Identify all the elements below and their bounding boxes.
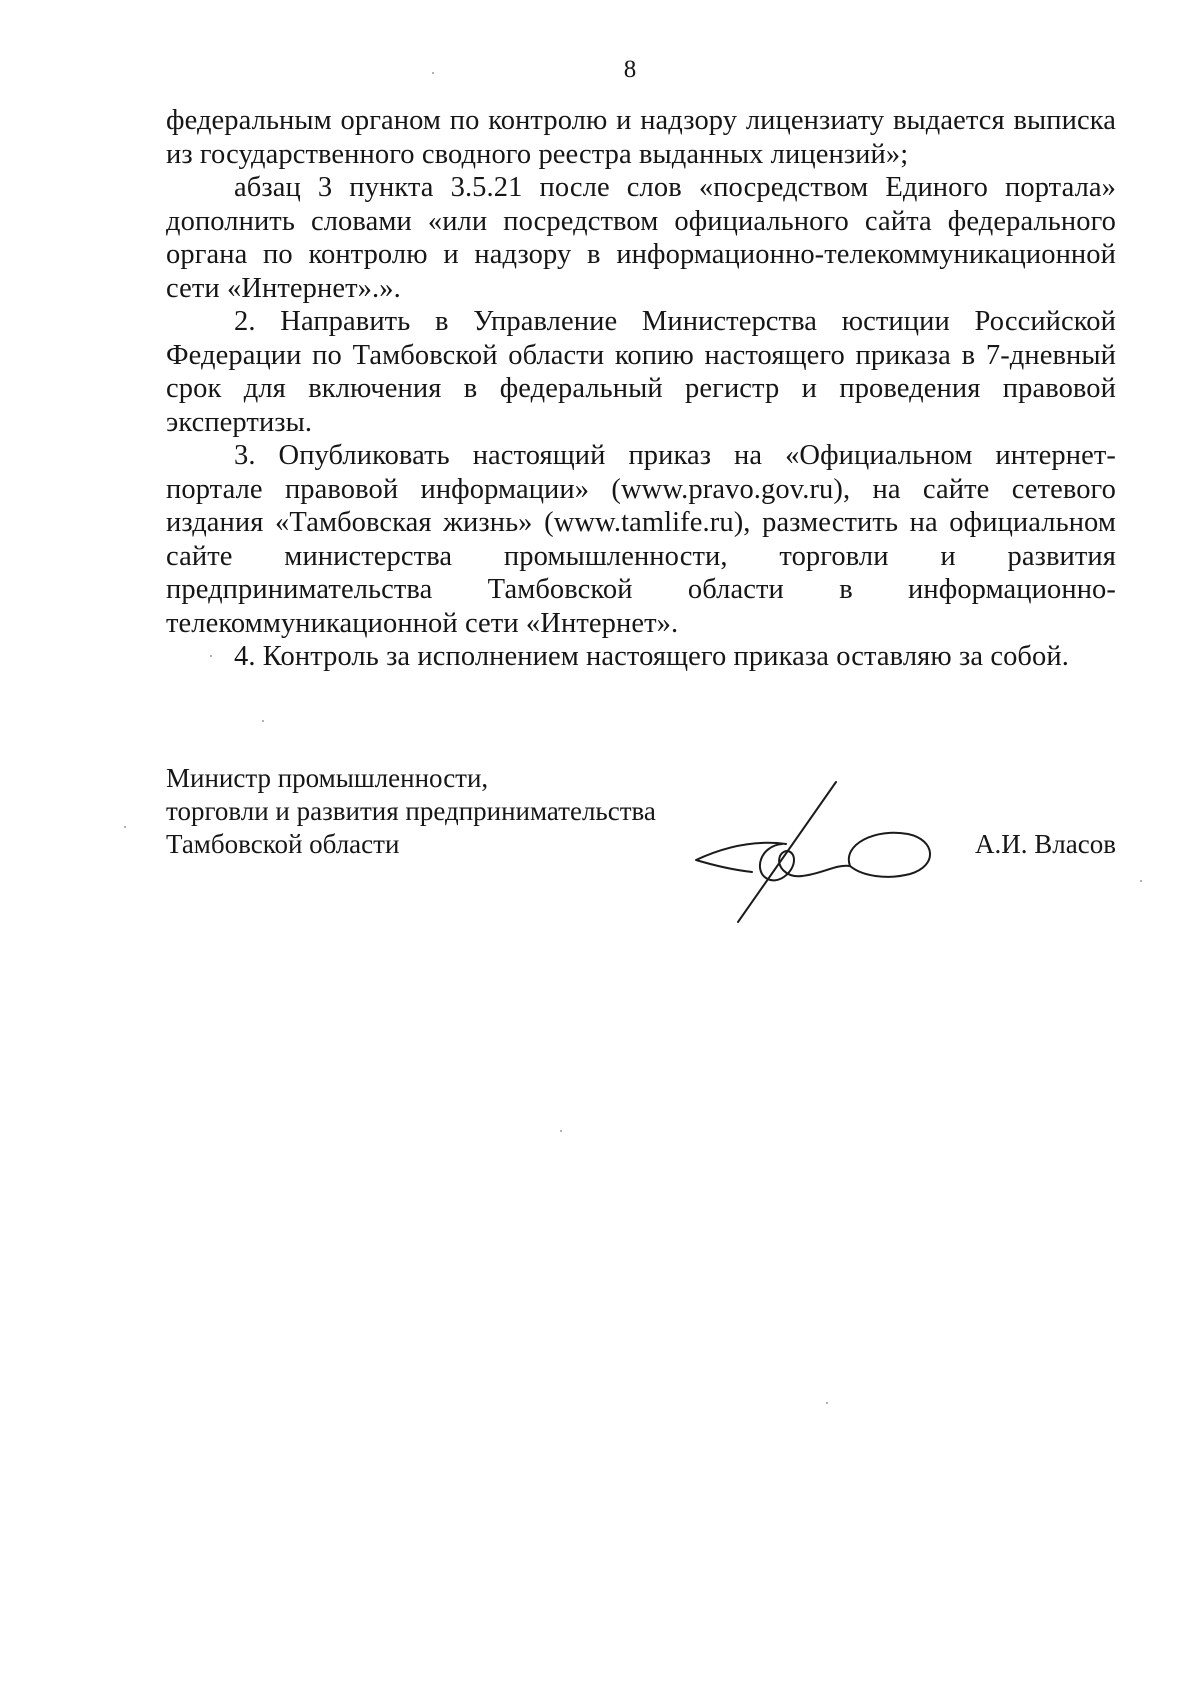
scan-speck [210,655,212,657]
scan-speck [1140,880,1142,882]
paragraph-item-3: 3. Опубликовать настоящий приказ на «Официальном интернет-портале правовой информации» (www.pravo.gov.ru), на сайте сетевого издания «Тамбовская жизнь» (www.tamlife.ru), разместить на официальном сайте министерства промышленности, торговли и развития предпринимательства Тамбовской области в информационно-телекоммуникационной сети «Интернет». [166,440,1116,639]
paragraph-continuation: федеральным органом по контролю и надзору лицензиату выдается выписка из государственного сводного реестра выданных лицензий»; [166,105,1116,170]
signatory-title [166,762,656,861]
paragraph-item-4: 4. Контроль за исполнением настоящего приказа оставляю за собой. [234,641,1069,672]
paragraph-item-2: 2. Направить в Управление Министерства юстиции Российской Федерации по Тамбовской области копию настоящего приказа в 7-дневный срок для включения в федеральный регистр и проведения правовой экспертизы. [166,306,1116,438]
signature-block [166,762,1116,932]
scan-speck [262,720,264,722]
scan-speck [124,826,126,828]
scan-speck [432,72,434,74]
scan-speck [826,1402,828,1404]
scan-speck [560,1130,562,1132]
signatory-title-line: торговли и развития предпринимательства [166,796,656,826]
page-number: 8 [623,56,637,83]
signatory-title-line: Тамбовской области [166,829,400,859]
paragraph-amendment: абзац 3 пункта 3.5.21 после слов «посредством Единого портала» дополнить словами «или посредством официального сайта федерального органа по контролю и надзору в информационно-телекоммуникационной сети «Интернет».». [166,172,1116,304]
signatory-name: А.И. Власов [975,829,1116,859]
document-body [166,104,1116,674]
signatory-title-line: Министр промышленности, [166,763,489,793]
handwritten-signature [686,774,946,924]
